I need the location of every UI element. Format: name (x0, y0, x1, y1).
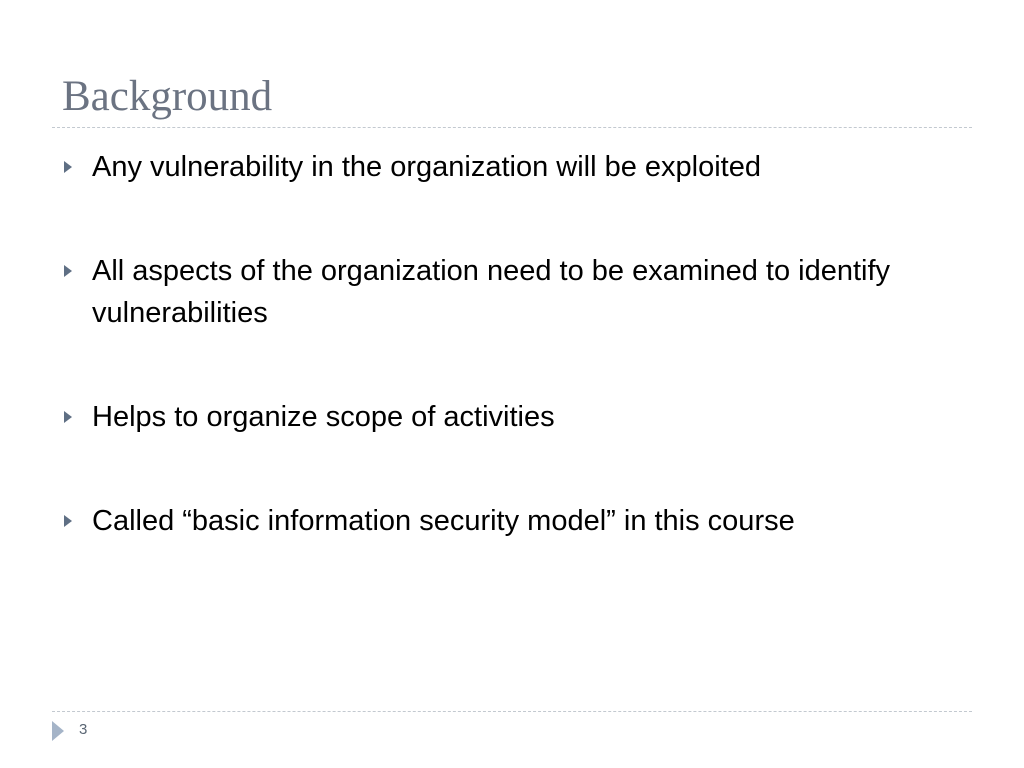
bullet-item (62, 250, 942, 334)
bullet-item (62, 396, 942, 438)
triangle-bullet-icon (64, 265, 72, 277)
bullet-text: Called “basic information security model” in this course (92, 505, 795, 537)
bullet-item (62, 146, 942, 188)
bullet-item (62, 500, 942, 542)
bullet-list (62, 146, 942, 542)
bullet-text: Any vulnerability in the organization will be exploited (92, 151, 761, 183)
triangle-footer-icon (52, 721, 64, 741)
triangle-bullet-icon (64, 161, 72, 173)
triangle-bullet-icon (64, 515, 72, 527)
bullet-text: All aspects of the organization need to be examined to identify vulnerabilities (92, 255, 891, 329)
page-number: 3 (79, 721, 88, 738)
bullet-text: Helps to organize scope of activities (92, 401, 555, 433)
triangle-bullet-icon (64, 411, 72, 423)
title-divider (52, 127, 972, 128)
slide-title: Background (62, 73, 273, 120)
footer-divider (52, 711, 972, 712)
